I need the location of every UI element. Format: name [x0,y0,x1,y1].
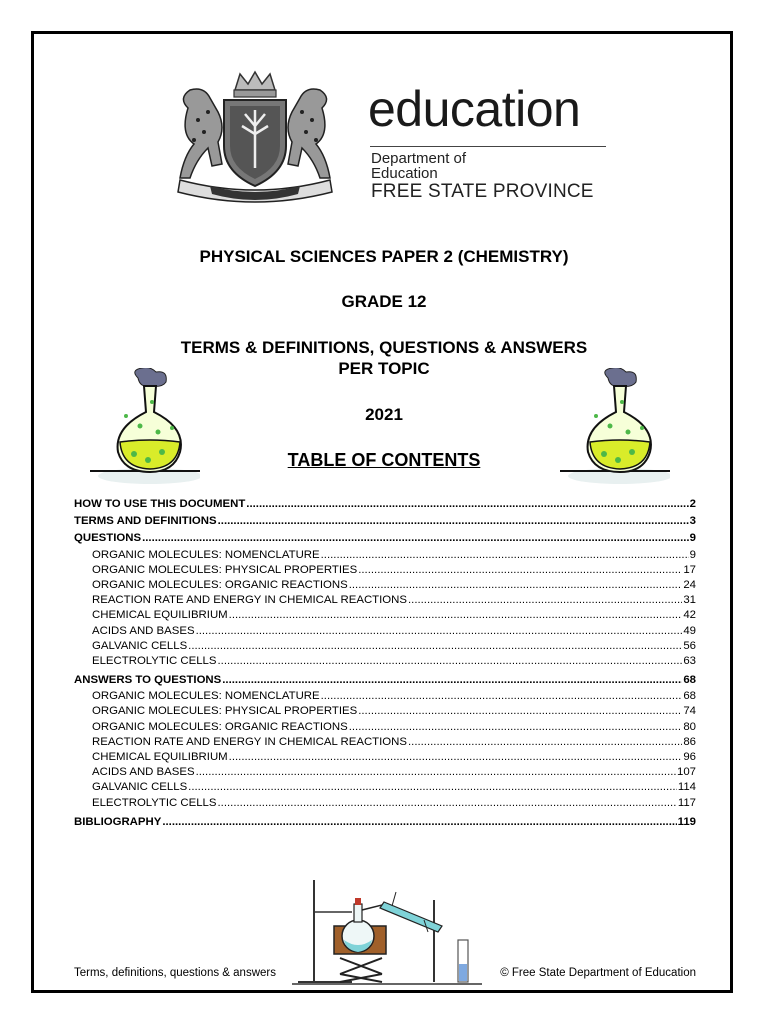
toc-entry-page: 63 [683,654,696,667]
toc-entry-title: ORGANIC MOLECULES: ORGANIC REACTIONS [92,578,348,591]
toc-subsection-entry[interactable] [74,796,696,811]
toc-subsection-entry[interactable] [74,780,696,795]
toc-entry-title: HOW TO USE THIS DOCUMENT [74,498,246,510]
toc-leader-dots [349,720,683,735]
toc-entry-title: ELECTROLYTIC CELLS [92,796,217,809]
toc-entry-page: 68 [683,690,696,703]
toc-leader-dots [222,672,682,689]
toc-entry-title: ORGANIC MOLECULES: PHYSICAL PROPERTIES [92,563,358,576]
brand-divider [370,146,606,147]
toc-section-entry[interactable] [74,672,696,689]
toc-leader-dots [321,689,683,704]
toc-entry-page: 119 [677,815,696,828]
toc-subsection-entry[interactable] [74,735,696,750]
toc-subsection-entry[interactable] [74,593,696,608]
toc-leader-dots [142,530,689,547]
toc-entry-page: 9 [689,548,696,561]
toc-entry-page: 3 [689,515,696,528]
toc-entry-title: REACTION RATE AND ENERGY IN CHEMICAL REACTIONS [92,735,407,748]
toc-leader-dots [218,796,677,811]
toc-leader-dots [358,704,682,719]
department-line-2: Education [371,165,438,182]
toc-entry-title: GALVANIC CELLS [92,781,188,794]
toc-entry-title: REACTION RATE AND ENERGY IN CHEMICAL REACTIONS [92,594,407,607]
toc-section-entry[interactable] [74,530,696,547]
toc-entry-title: CHEMICAL EQUILIBRIUM [92,609,228,622]
toc-subsection-entry[interactable] [74,750,696,765]
toc-leader-dots [349,578,683,593]
toc-section-entry[interactable] [74,814,696,831]
toc-entry-title: ORGANIC MOLECULES: NOMENCLATURE [92,690,320,703]
toc-entry-title: BIBLIOGRAPHY [74,815,162,828]
toc-leader-dots [218,513,689,530]
footer-left-text: Terms, definitions, questions & answers [74,967,276,979]
toc-entry-page: 114 [677,781,696,794]
toc-subsection-entry[interactable] [74,765,696,780]
toc-leader-dots [358,563,682,578]
toc-leader-dots [246,496,688,513]
toc-entry-page: 96 [683,751,696,763]
toc-entry-title: ORGANIC MOLECULES: PHYSICAL PROPERTIES [92,705,358,718]
subtitle-line-1: TERMS & DEFINITIONS, QUESTIONS & ANSWERS [180,338,588,357]
toc-entry-page: 24 [683,578,696,591]
toc-entry-page: 42 [683,609,696,622]
toc-subsection-entry[interactable] [74,704,696,719]
toc-entry-page: 56 [683,639,696,652]
toc-leader-dots [218,654,683,669]
toc-subsection-entry[interactable] [74,548,696,563]
toc-leader-dots [188,780,677,795]
toc-entry-title: ORGANIC MOLECULES: NOMENCLATURE [92,548,320,561]
flask-icon [560,368,670,488]
grade-label: GRADE 12 [341,292,427,311]
toc-entry-title: GALVANIC CELLS [92,639,188,652]
toc-leader-dots [229,608,683,623]
toc-section-entry[interactable] [74,513,696,530]
toc-leader-dots [196,765,676,780]
toc-leader-dots [229,750,683,765]
toc-entry-title: ANSWERS TO QUESTIONS [74,674,222,687]
toc-entry-title: TERMS AND DEFINITIONS [74,515,217,528]
toc-section-entry[interactable] [74,496,696,513]
toc-subsection-entry[interactable] [74,689,696,704]
toc-entry-title: ACIDS AND BASES [92,766,195,779]
toc-entry-title: CHEMICAL EQUILIBRIUM [92,751,228,763]
toc-entry-title: ORGANIC MOLECULES: ORGANIC REACTIONS [92,720,348,733]
flask-icon [90,368,200,488]
toc-entry-page: 117 [677,796,696,809]
toc-leader-dots [188,639,682,654]
toc-entry-page: 86 [683,735,696,748]
toc-subsection-entry[interactable] [74,608,696,623]
toc-leader-dots [321,548,689,563]
toc-subsection-entry[interactable] [74,654,696,669]
brand-wordmark: education [368,81,581,137]
document-title: PHYSICAL SCIENCES PAPER 2 (CHEMISTRY) [199,247,569,266]
toc-leader-dots [196,624,683,639]
toc-entry-page: 9 [689,532,696,545]
toc-entry-page: 80 [683,720,696,733]
toc-entry-title: ACIDS AND BASES [92,624,195,637]
toc-subsection-entry[interactable] [74,639,696,654]
table-of-contents [74,496,696,831]
toc-entry-page: 17 [683,563,696,576]
subtitle-line-2: PER TOPIC [338,359,430,378]
toc-subsection-entry[interactable] [74,624,696,639]
toc-leader-dots [408,735,682,750]
toc-heading: TABLE OF CONTENTS [287,450,481,470]
toc-entry-page: 107 [676,766,696,779]
province-name: FREE STATE PROVINCE [371,181,594,202]
toc-subsection-entry[interactable] [74,578,696,593]
toc-entry-page: 74 [683,705,696,718]
toc-entry-title: QUESTIONS [74,532,142,545]
toc-entry-page: 2 [689,498,696,510]
toc-entry-page: 31 [683,594,696,607]
toc-subsection-entry[interactable] [74,563,696,578]
toc-entry-title: ELECTROLYTIC CELLS [92,654,217,667]
toc-subsection-entry[interactable] [74,720,696,735]
toc-leader-dots [162,814,676,831]
distillation-apparatus-icon [292,878,482,986]
year-label: 2021 [365,405,403,424]
crest-logo-icon [160,68,350,213]
department-line-1: Department of [371,150,467,167]
toc-entry-page: 49 [683,624,696,637]
toc-entry-page: 68 [683,674,696,687]
footer-copyright: © Free State Department of Education [500,967,696,979]
toc-leader-dots [408,593,682,608]
